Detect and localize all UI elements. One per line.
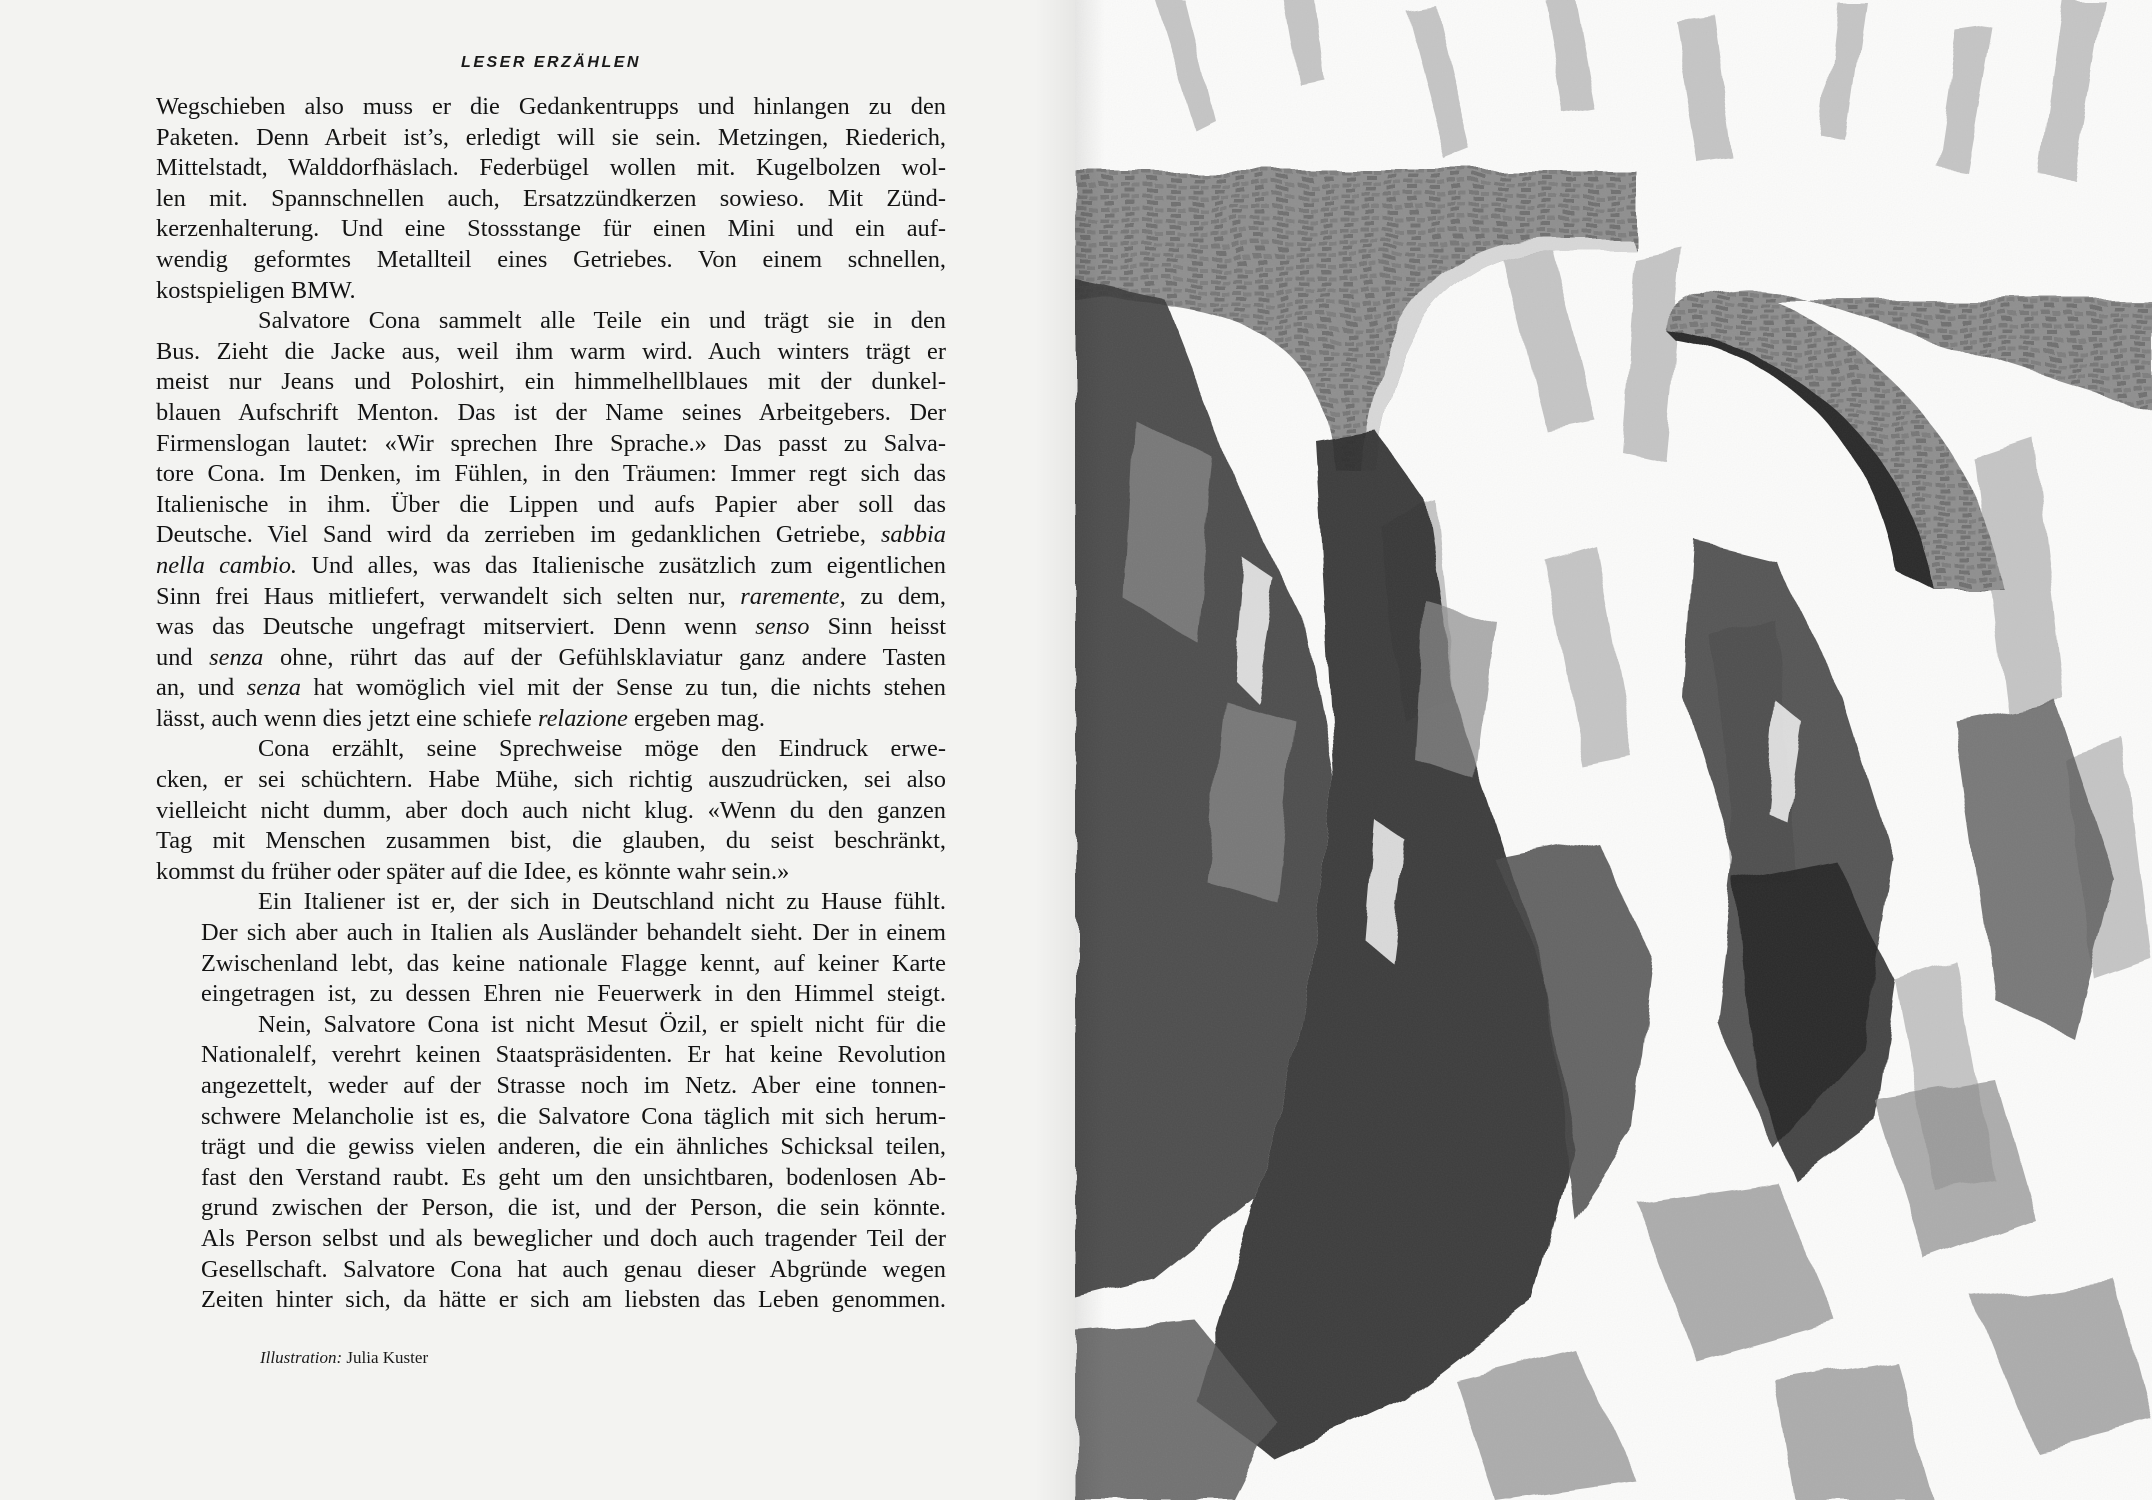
paragraph-5 xyxy=(201,1010,946,1316)
text-line: Wegschieben also muss er die Gedankentrupps und hinlangen zu den xyxy=(156,93,946,120)
text-line: Der sich aber auch in Italien als Ausländer behandelt sieht. Der in einem xyxy=(201,919,946,947)
text-segment: ergeben mag. xyxy=(633,704,765,732)
credit-name: Julia Kuster xyxy=(346,1348,429,1367)
text-line: Bus. Zieht die Jacke aus, weil ihm warm wird. Auch winters trägt er xyxy=(156,337,946,365)
text-line: schwere Melancholie ist es, die Salvatore Cona täglich mit sich herum- xyxy=(201,1102,946,1130)
italic-term: nella cambio. xyxy=(156,551,297,579)
text-line: Als Person selbst und als beweglicher und doch auch tragender Teil der xyxy=(201,1224,946,1252)
left-page xyxy=(0,0,1075,1500)
text-line: Salvatore Cona sammelt alle Teile ein und trägt sie in den xyxy=(258,307,946,335)
italic-term: raremente, xyxy=(740,582,846,610)
article-body xyxy=(156,92,946,1316)
italic-term: senza xyxy=(209,643,264,671)
paragraph-4 xyxy=(201,887,946,1009)
text-line: blauen Aufschrift Menton. Das ist der Name seines Arbeitgebers. Der xyxy=(156,398,946,426)
paragraph-2 xyxy=(156,306,946,734)
italic-term: sabbia xyxy=(880,521,946,549)
text-line: cken, er sei schüchtern. Habe Mühe, sich richtig auszudrücken, sei also xyxy=(156,766,946,794)
ink-wash-illustration-image xyxy=(1075,0,2152,1500)
text-segment: hat womöglich viel mit der Sense zu tun, die nichts stehen xyxy=(313,674,947,702)
text-segment: und xyxy=(156,643,193,671)
text-segment: Deutsche. Viel Sand wird da zerrieben im gedanklichen Getriebe, xyxy=(156,521,866,549)
italic-term: senza xyxy=(246,674,301,702)
paragraph-3 xyxy=(156,734,946,887)
text-line: Nationalelf, verehrt keinen Staatspräsidenten. Er hat keine Revolution xyxy=(201,1041,946,1069)
credit-label: Illustration: xyxy=(260,1348,343,1367)
text-segment: was das Deutsche ungefragt mitserviert. Denn wenn xyxy=(156,613,738,641)
text-line: kostspieligen BMW. xyxy=(156,276,356,304)
paragraph-1 xyxy=(156,92,946,306)
text-line: fast den Verstand raubt. Es geht um den unsichtbaren, bodenlosen Ab- xyxy=(201,1163,946,1191)
text-line xyxy=(156,673,946,704)
text-line: Zeiten hinter sich, da hätte er sich am liebsten das Leben genommen. xyxy=(201,1286,946,1314)
running-head: LESER ERZÄHLEN xyxy=(461,54,641,71)
text-line: tore Cona. Im Denken, im Fühlen, in den Träumen: Immer regt sich das xyxy=(156,460,946,488)
text-line xyxy=(156,551,946,582)
indented-block xyxy=(201,887,946,1315)
text-line: Gesellschaft. Salvatore Cona hat auch genau dieser Abgründe wegen xyxy=(201,1255,946,1283)
text-line: wendig geformtes Metallteil eines Getriebes. Von einem schnellen, xyxy=(156,245,946,273)
text-segment: Sinn heisst xyxy=(827,613,947,641)
text-line: Paketen. Denn Arbeit ist’s, erledigt will sie sein. Metzingen, Riederich, xyxy=(156,123,946,151)
text-line: meist nur Jeans und Poloshirt, ein himmelhellblaues mit der dunkel- xyxy=(156,368,946,396)
italic-term: relazione xyxy=(538,704,628,732)
text-line xyxy=(156,643,946,674)
text-line: Ein Italiener ist er, der sich in Deutschland nicht zu Hause fühlt. xyxy=(258,888,946,916)
text-segment: Und alles, was das Italienische zusätzlich zum eigentlichen xyxy=(311,551,946,579)
text-line: Italienische in ihm. Über die Lippen und aufs Papier aber soll das xyxy=(156,490,946,518)
text-line: kommst du früher oder später auf die Idee, es könnte wahr sein.» xyxy=(156,857,790,885)
text-line xyxy=(156,704,946,735)
text-line xyxy=(156,520,946,551)
text-segment: Sinn frei Haus mitliefert, verwandelt sich selten nur, xyxy=(156,582,726,610)
italic-term: senso xyxy=(755,613,810,641)
text-segment: an, und xyxy=(156,674,235,702)
text-line xyxy=(156,582,946,613)
text-line: len mit. Spannschnellen auch, Ersatzzündkerzen sowieso. Mit Zünd- xyxy=(156,184,946,212)
illustration-credit xyxy=(260,1348,428,1368)
text-line xyxy=(156,612,946,643)
text-line: Firmenslogan lautet: «Wir sprechen Ihre Sprache.» Das passt zu Salva- xyxy=(156,429,946,457)
text-line: Cona erzählt, seine Sprechweise möge den Eindruck erwe- xyxy=(258,735,946,763)
text-line: angezettelt, weder auf der Strasse noch im Netz. Aber eine tonnen- xyxy=(201,1072,946,1099)
text-segment: lässt, auch wenn dies jetzt eine schiefe xyxy=(156,704,532,732)
text-line: Mittelstadt, Walddorfhäslach. Federbügel wollen mit. Kugelbolzen wol- xyxy=(156,154,946,182)
text-line: eingetragen ist, zu dessen Ehren nie Feuerwerk in den Himmel steigt. xyxy=(201,980,946,1008)
text-line: vielleicht nicht dumm, aber doch auch nicht klug. «Wenn du den ganzen xyxy=(156,796,946,824)
text-line: Tag mit Menschen zusammen bist, die glauben, du seist beschränkt, xyxy=(156,827,946,855)
text-line: kerzenhalterung. Und eine Stossstange für einen Mini und ein auf- xyxy=(156,215,946,243)
right-page xyxy=(1075,0,2152,1500)
text-segment: ohne, rührt das auf der Gefühlsklaviatur ganz andere Tasten xyxy=(279,643,946,671)
text-line: grund zwischen der Person, die ist, und der Person, die sein könnte. xyxy=(201,1194,946,1222)
text-line: trägt und die gewiss vielen anderen, die ein ähnliches Schicksal teilen, xyxy=(201,1133,946,1161)
text-line: Nein, Salvatore Cona ist nicht Mesut Özil, er spielt nicht für die xyxy=(258,1010,946,1038)
text-line: Zwischenland lebt, das keine nationale Flagge kennt, auf keiner Karte xyxy=(201,949,946,977)
text-segment: zu dem, xyxy=(860,582,946,610)
